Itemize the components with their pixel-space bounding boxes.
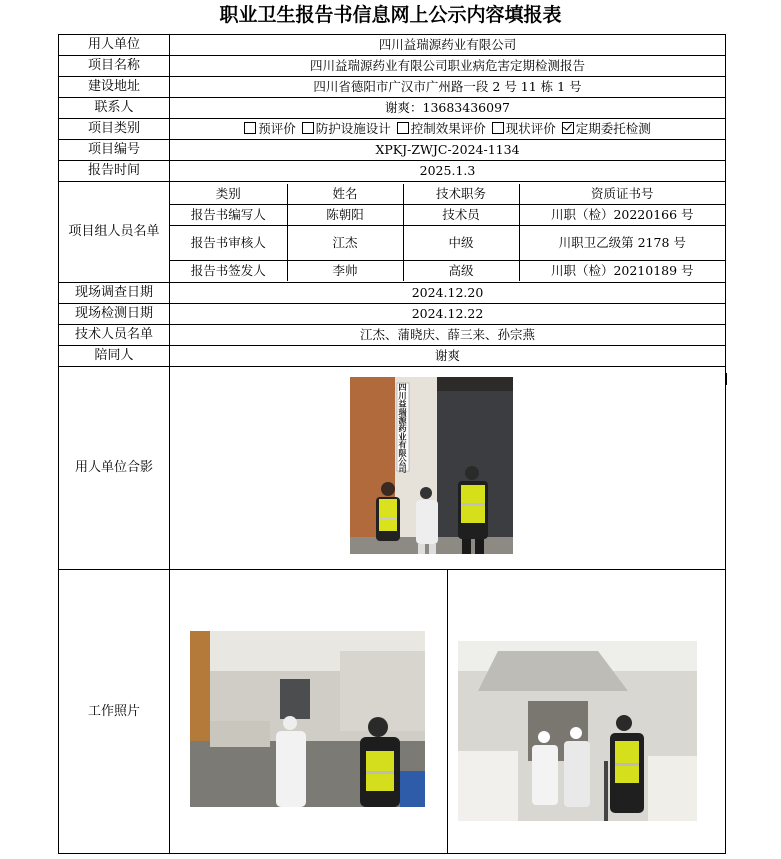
row-team [59,182,726,283]
page-title: 职业卫生报告书信息网上公示内容填报表 [219,4,562,26]
category-option-protection-design[interactable]: 防护设施设计 [302,121,391,136]
report-time-label: 报告时间 [59,161,170,182]
member-title: 中级 [403,225,519,260]
checkbox-checked-icon[interactable] [562,122,574,134]
test-date-value: 2024.12.22 [170,304,726,325]
project-name-value: 四川益瑞源药业有限公司职业病危害定期检测报告 [170,56,726,77]
cursor-mark [725,373,727,385]
work-photo-right [458,641,697,821]
category-option-periodic-test[interactable]: 定期委托检测 [562,121,651,136]
row-report-time [59,161,726,182]
category-option-control-eval[interactable]: 控制效果评价 [397,121,486,136]
contact-value: 谢爽：13683436097 [170,98,726,119]
member-title: 技术员 [403,204,519,225]
team-header-role: 类别 [170,184,287,205]
member-cert: 川职（检）20220166 号 [519,204,725,225]
checkbox-icon[interactable] [302,122,314,134]
work-photo-left [190,631,425,807]
contact-label: 联系人 [59,98,170,119]
test-date-label: 现场检测日期 [59,304,170,325]
companion-label: 陪同人 [59,346,170,367]
sign-text: 四川益瑞源药业有限公司 [398,383,408,473]
row-test-date [59,304,726,325]
project-no-value: XPKJ-ZWJC-2024-1134 [170,140,726,161]
row-project-no [59,140,726,161]
technicians-label: 技术人员名单 [59,325,170,346]
team-cell [170,182,726,283]
team-header-name: 姓名 [287,184,403,205]
technicians-value: 江杰、蒲晓庆、薛三来、孙宗燕 [170,325,726,346]
team-header-cert: 资质证书号 [519,184,725,205]
companion-value: 谢爽 [170,346,726,367]
checkbox-icon[interactable] [397,122,409,134]
member-role: 报告书审核人 [170,225,287,260]
team-label: 项目组人员名单 [59,182,170,283]
member-role: 报告书签发人 [170,260,287,281]
row-category [59,119,726,140]
member-role: 报告书编写人 [170,204,287,225]
team-member-row [170,225,725,260]
team-member-row [170,260,725,281]
member-name: 李帅 [287,260,403,281]
team-header-row [170,184,725,205]
team-header-title: 技术职务 [403,184,519,205]
survey-date-value: 2024.12.20 [170,283,726,304]
address-value: 四川省德阳市广汉市广州路一段 2 号 11 栋 1 号 [170,77,726,98]
member-name: 江杰 [287,225,403,260]
checkbox-icon[interactable] [244,122,256,134]
group-photo-label: 用人单位合影 [59,367,170,570]
employer-label: 用人单位 [59,35,170,56]
group-photo [350,377,513,554]
member-cert: 川职卫乙级第 2178 号 [519,225,725,260]
project-name-label: 项目名称 [59,56,170,77]
member-cert: 川职（检）20210189 号 [519,260,725,281]
member-name: 陈朝阳 [287,204,403,225]
row-address [59,77,726,98]
address-label: 建设地址 [59,77,170,98]
row-contact [59,98,726,119]
team-member-row [170,204,725,225]
row-employer [59,35,726,56]
category-option-pre-eval[interactable]: 预评价 [244,121,296,136]
team-table [170,184,725,281]
survey-date-label: 现场调查日期 [59,283,170,304]
checkbox-icon[interactable] [492,122,504,134]
row-project-name [59,56,726,77]
category-label: 项目类别 [59,119,170,140]
project-no-label: 项目编号 [59,140,170,161]
row-companion [59,346,726,367]
work-photos-label: 工作照片 [59,570,170,854]
row-technicians [59,325,726,346]
category-option-status-eval[interactable]: 现状评价 [492,121,556,136]
member-title: 高级 [403,260,519,281]
category-options [170,119,726,140]
report-time-value: 2025.1.3 [170,161,726,182]
employer-value: 四川益瑞源药业有限公司 [170,35,726,56]
row-survey-date [59,283,726,304]
